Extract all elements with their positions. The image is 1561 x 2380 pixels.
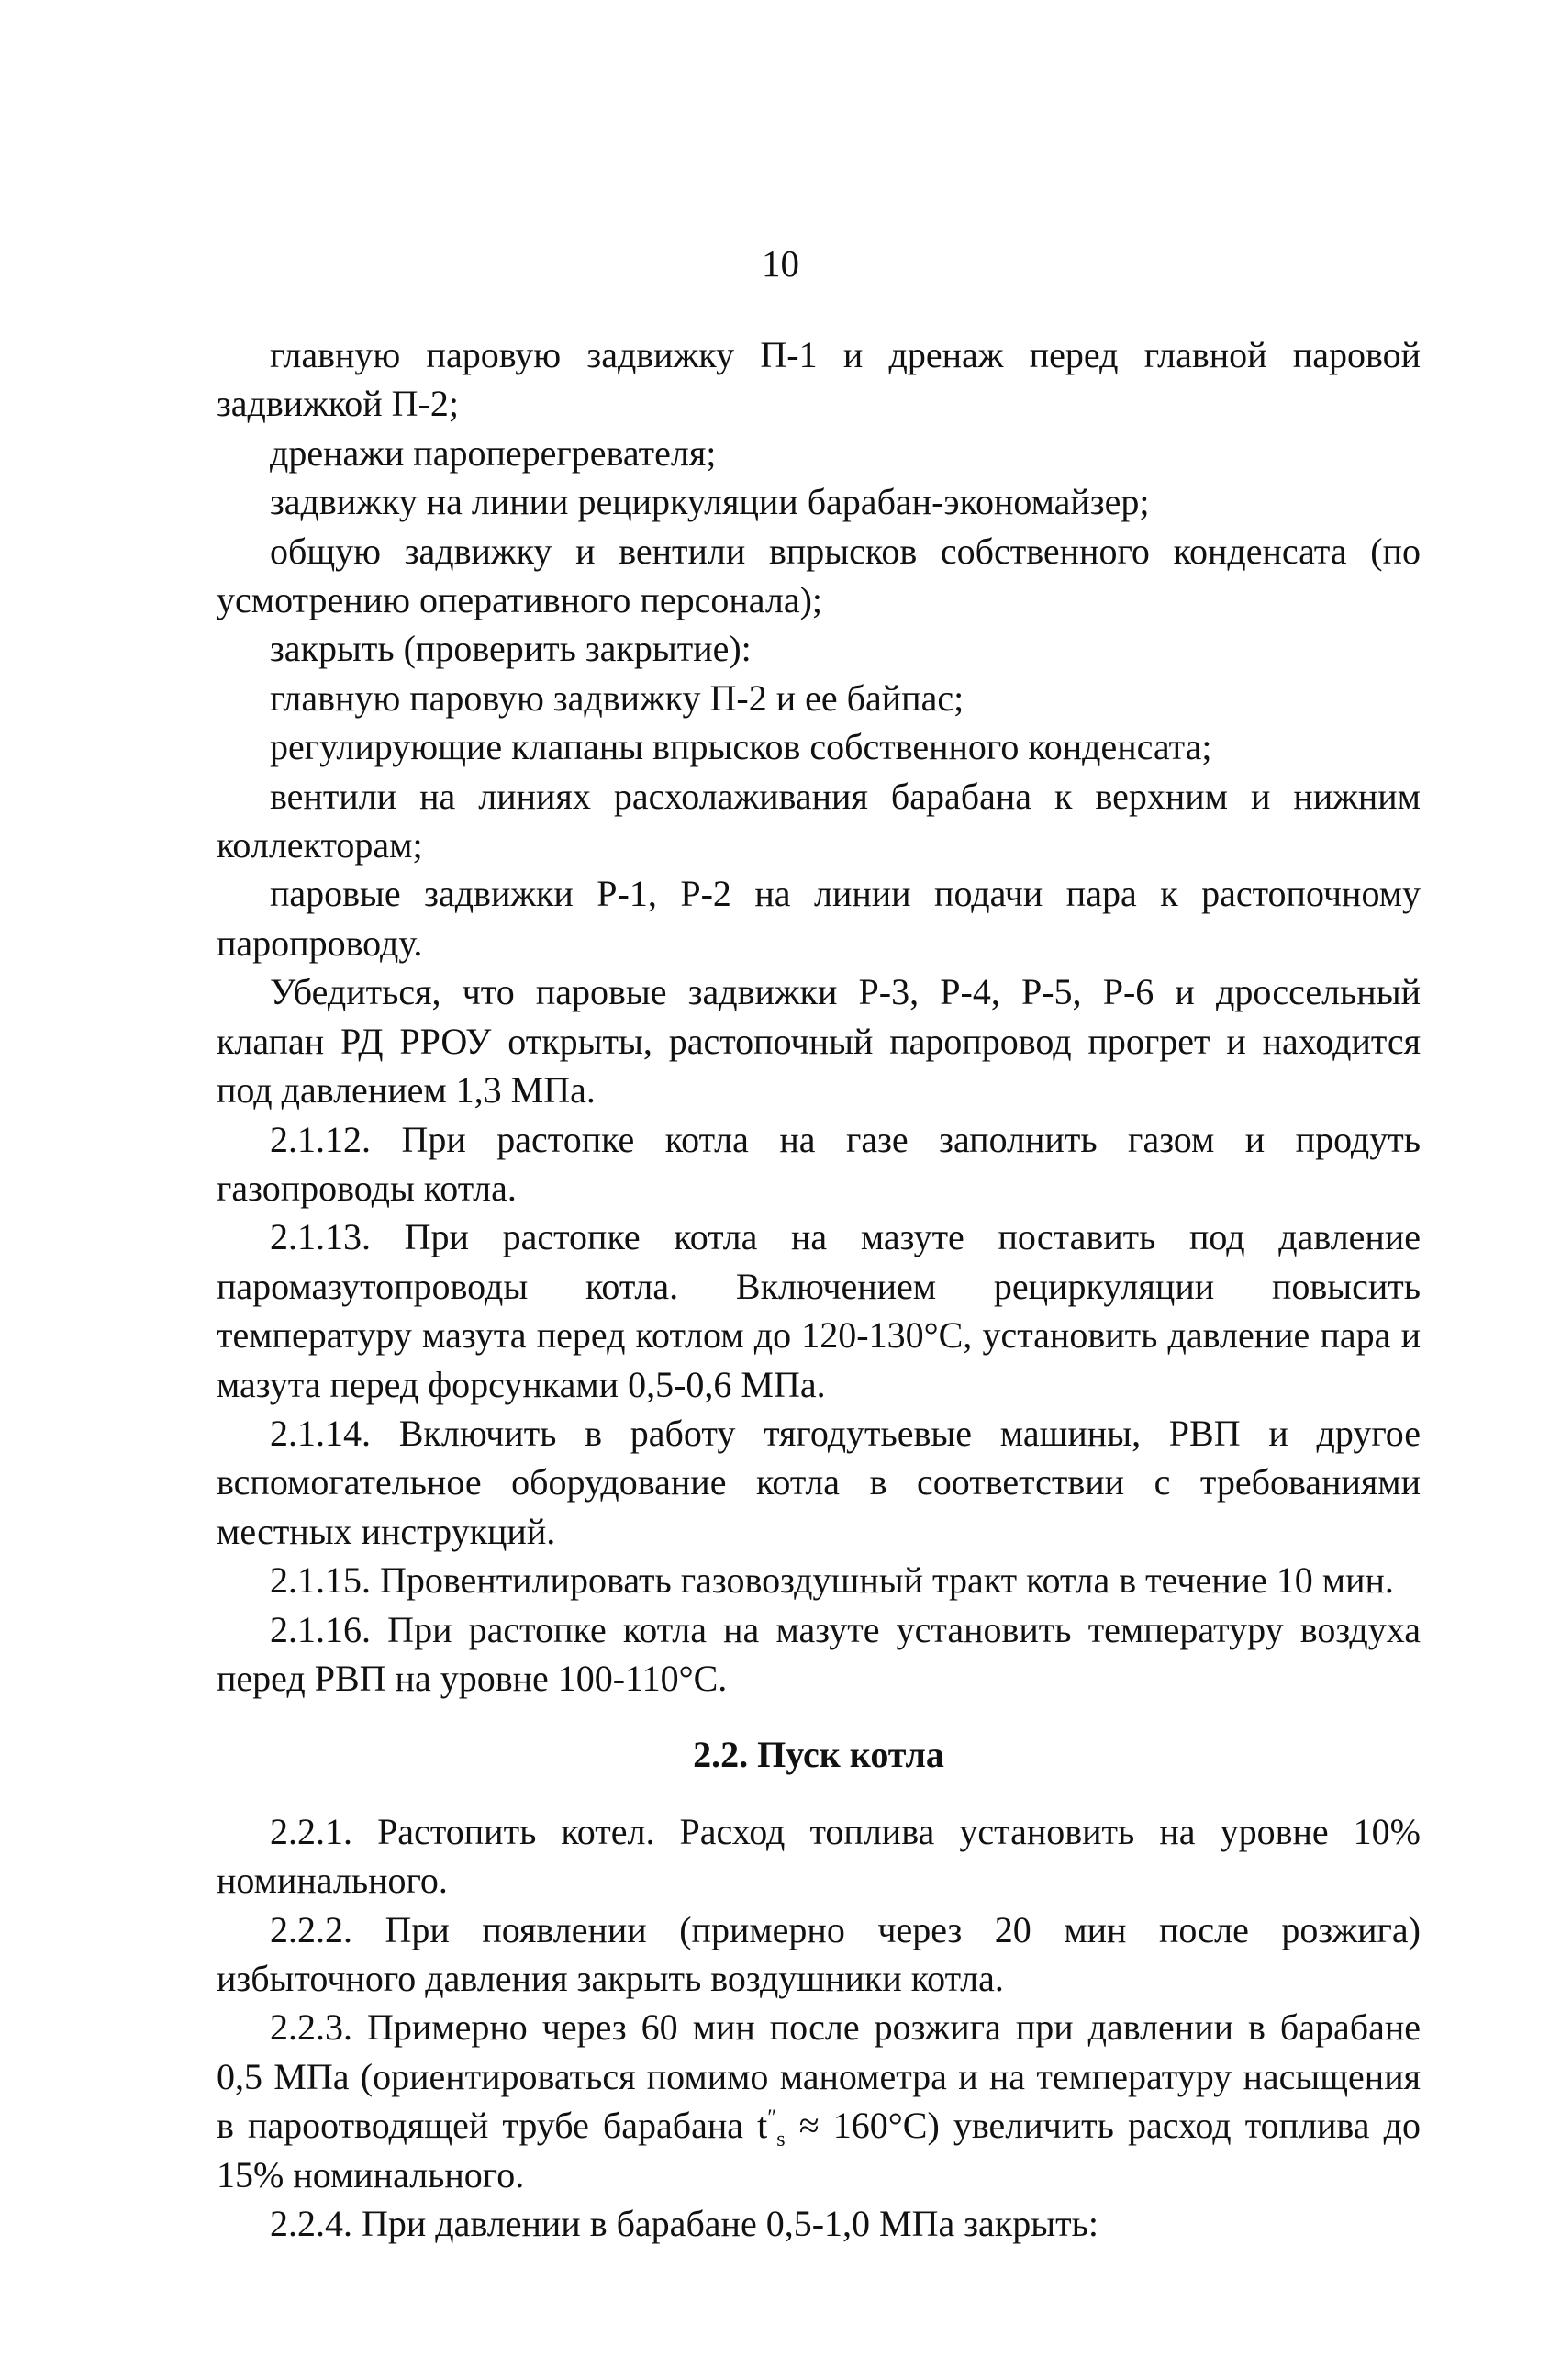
saturation-temperature-symbol [757,2105,786,2152]
paragraph-2-1-15: 2.1.15. Провентилировать газовоздушный тракт котла в течение 10 мин. [270,1559,1394,1602]
paragraph: главную паровую задвижку П-1 и дренаж перед главной паровой задвижкой П-2; [217,334,1421,425]
paragraph: регулирующие клапаны впрысков собственного конденсата; [270,726,1212,768]
paragraph-2-2-3 [217,2003,1421,2199]
paragraph-2-2-4: 2.2.4. При давлении в барабане 0,5-1,0 МПа закрыть: [270,2203,1098,2245]
paragraph: закрыть (проверить закрытие): [270,628,752,670]
paragraph-text: 2.2.3. Примерно через 60 мин после розжига при давлении в барабане 0,5 МПа (ориентироваться помимо манометра и на температуру насыщения в пароотводящей трубе барабана [217,2006,1421,2147]
paragraph-2-1-14: 2.1.14. Включить в работу тягодутьевые машины, РВП и другое вспомогательное оборудование котла в соответствии с требованиями местных инструкций. [217,1412,1421,1552]
page-number: 10 [762,242,799,285]
paragraph: паровые задвижки Р-1, Р-2 на линии подачи пара к растопочному паропроводу. [217,873,1421,964]
paragraph: общую задвижку и вентили впрысков собственного конденсата (по усмотрению оперативного персонала); [217,530,1421,621]
symbol-subscript: s [776,2128,786,2152]
paragraph-2-2-2: 2.2.2. При появлении (примерно через 20 мин после розжига) избыточного давления закрыть воздушники котла. [217,1908,1421,1999]
document-body [217,330,1421,2248]
symbol-superscript: ″ [767,2106,777,2130]
paragraph: главную паровую задвижку П-2 и ее байпас; [270,676,964,719]
paragraph-2-1-16: 2.1.16. При растопке котла на мазуте установить температуру воздуха перед РВП на уровне 100-110°С. [217,1608,1421,1699]
paragraph: вентили на линиях расхолаживания барабана к верхним и нижним коллекторам; [217,775,1421,866]
section-heading: 2.2. Пуск котла [693,1734,944,1776]
paragraph-2-1-12: 2.1.12. При растопке котла на газе заполнить газом и продуть газопроводы котла. [217,1118,1421,1209]
paragraph-2-2-1: 2.2.1. Растопить котел. Расход топлива установить на уровне 10% номинального. [217,1810,1421,1902]
paragraph: задвижку на линии рециркуляции барабан-экономайзер; [270,481,1150,523]
symbol-base: t [757,2105,768,2147]
paragraph-2-1-13: 2.1.13. При растопке котла на мазуте поставить под давление паромазутопроводы котла. Включением рециркуляции повысить температуру мазута перед котлом до 120-130°С, установить давление пара и мазута перед форсунками 0,5-0,6 МПа. [217,1216,1421,1405]
paragraph-text: ≈ 160°С) увеличить расход топлива до 15% номинального. [217,2105,1421,2196]
paragraph: дренажи пароперегревателя; [270,431,717,474]
paragraph: Убедиться, что паровые задвижки Р-3, Р-4, Р-5, Р-6 и дроссельный клапан РД РРОУ открыты, растопочный паропровод прогрет и находится под давлением 1,3 МПа. [217,971,1421,1112]
